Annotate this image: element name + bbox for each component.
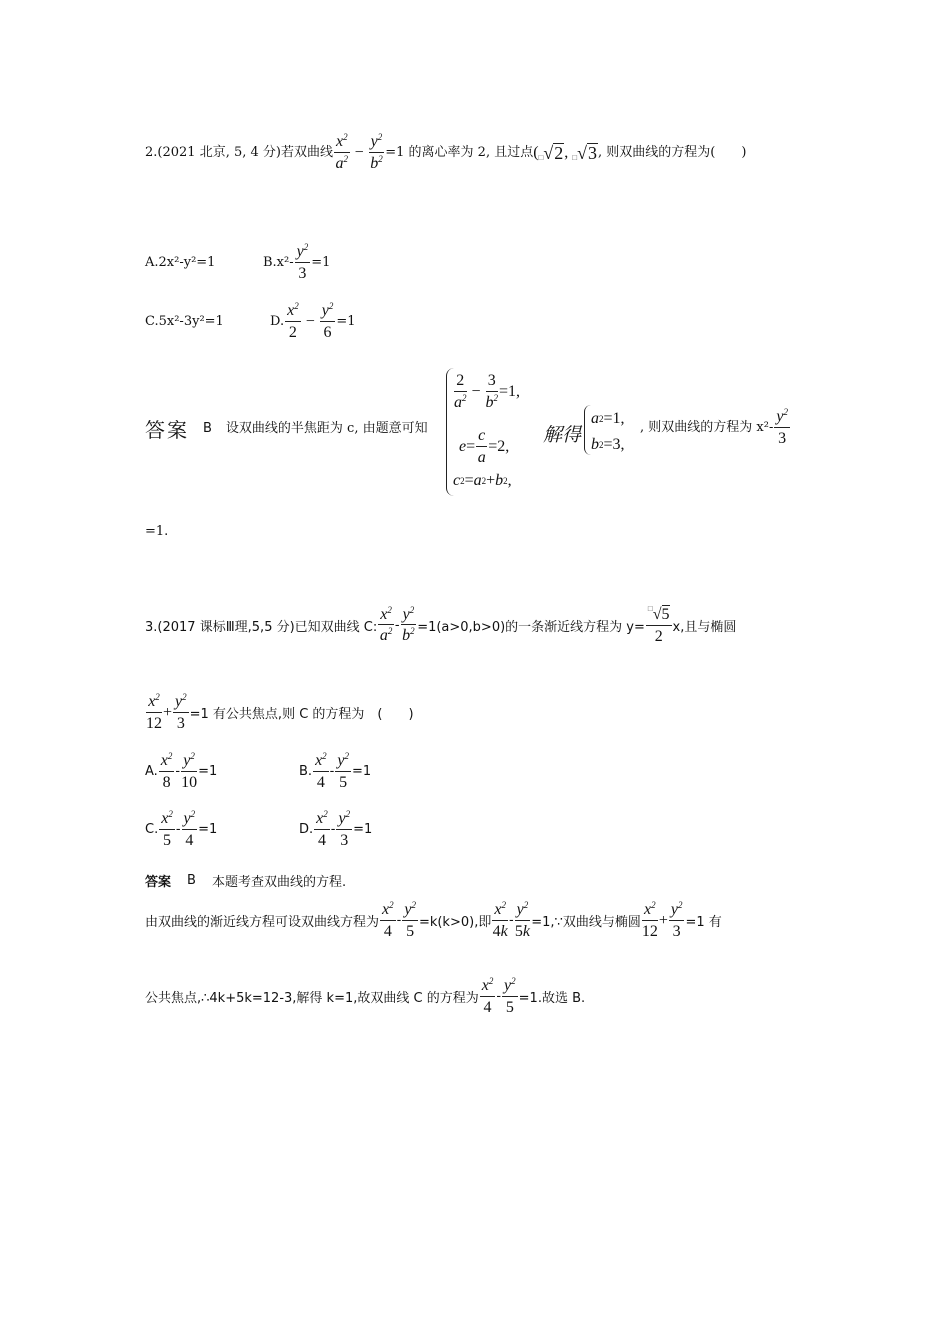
q2-number: 2. [145,145,158,161]
q3-solution-text: 公共焦点,∴4k+5k=12-3,解得 k=1,故双曲线 C 的方程为 [145,991,479,1007]
fraction: $\frac{y^2}{3}$ [776,407,788,447]
q2-stem-text1: 若双曲线 [280,145,333,161]
q2-option-d-prefix: D. [270,314,285,330]
q3-stem-line2: $\frac{x^2}{12}$ + $\frac{y^2}{3}$ =1 有公共焦点,则 C 的方程为 ( ) [146,692,414,732]
q2-stem-text2: =1 的离心率为 2, 且过点 [385,145,534,161]
q3-solution-line1: 由双曲线的渐近线方程可设双曲线方程为 $\frac{x^2}{4}$ - $\frac{y^2}{5}$ =k(k>0),即 $\frac{x^2}{4k}$ - $\frac{y^2}{5k}$ =1,∵双曲线与椭圆 $\frac{x^2}{12}$ + $\frac{y^2}{3}$ =1 有 [145,900,722,940]
fraction: $\frac{x^2}{a^2}$ [379,604,393,645]
q3-option-row-2 [145,810,372,849]
q2-option-a: A.2x²-y²=1 [145,255,216,271]
q3-answer-line [145,871,346,890]
solution-b2: b 2 =3, [591,436,625,453]
q3-stem-end: x,且与椭圆 [672,619,737,635]
q2-solve-label [543,420,581,447]
q2-option-b-suffix: =1 [311,255,331,271]
q3-stem-mid: =1(a>0,b>0)的一条渐近线方程为 y= [417,619,645,635]
q3-solution-text: =1 有 [685,915,722,931]
q3-solution-text: =1.故选 B. [518,991,586,1007]
fraction: $\frac{y^2}{3}$ [296,242,309,282]
q2-answer-text2: , 则双曲线的方程为 x²- [640,420,774,436]
q2-answer-result [640,408,791,447]
fraction: $\frac{x^2}{2}$ [287,301,299,341]
fraction: $\frac{x^2}{12}$ [146,692,162,732]
q3-solution-text: =1,∵双曲线与椭圆 [531,915,641,931]
fraction: $\frac{y^2}{b^2}$ [402,604,415,645]
q2-option-row-1 [145,243,330,282]
q3-option-row-1 [145,752,371,791]
q2-answer-tail-text: =1. [145,524,169,539]
q2-answer-tail [145,525,168,538]
q3-option-d: D. $\frac{x^2}{4}$ - $\frac{y^2}{3}$ =1 [299,809,373,849]
q2-stem-text3: , 则双曲线的方程为( ) [598,145,747,161]
q3-option-a: A. $\frac{x^2}{8}$ - $\frac{y^2}{10}$ =1 [145,751,218,791]
q2-answer-label: 答案 [145,418,189,442]
q3-solution-line2: 公共焦点,∴4k+5k=12-3,解得 k=1,故双曲线 C 的方程为 $\frac{x^2}{4}$ - $\frac{y^2}{5}$ =1.故选 B. [145,976,586,1016]
q2-option-c: C.5x²-3y²=1 [145,314,224,330]
sqrt-3: □ √ 3 [572,143,598,164]
q3-stem-prefix: 3.(2017 课标Ⅲ理,5,5 分)已知双曲线 C: [145,619,378,635]
system-eq-3: c 2 = a 2 + b 2 , [453,472,512,489]
fraction: $\frac{y^2}{6}$ [321,301,334,341]
q2-option-row-2: C.5x²-3y²=1 D. $\frac{x^2}{2}$ − $\frac{y^2}{6}$ =1 [145,301,356,341]
q3-answer-label: 答案 [145,875,172,890]
q2-stem: 2. (2021 北京, 5, 4 分) 若双曲线 $\frac{x^2}{a^2}$ − $\frac{y^2}{b^2}$ =1 的离心率为 2, 且过点 ( □ √ 2 , □ √ 3 , 则双曲线的方程为( ) [145,132,747,172]
q2-option-d-suffix: =1 [336,314,356,330]
q2-answer-letter: B [203,421,212,436]
fraction: $\frac{y^2}{b^2}$ [370,132,383,172]
q3-answer-note: 本题考查双曲线的方程. [211,875,347,890]
q3-solution-text: =k(k>0),即 [418,915,492,931]
q3-stem-line1: 3.(2017 课标Ⅲ理,5,5 分)已知双曲线 C: $\frac{x^2}{a^2}$ - $\frac{y^2}{b^2}$ =1(a>0,b>0)的一条渐近线方程为 y= $\frac{^□√5}{2}$ x,且与椭圆 [145,604,737,645]
q2-answer-text1: 设双曲线的半焦距为 c, 由题意可知 [225,421,428,436]
system-eq-2: e = $\frac{c}{a}$ =2, [459,427,510,466]
q3-option-b: B. $\frac{x^2}{4}$ - $\frac{y^2}{5}$ =1 [299,751,372,791]
sqrt-2: □ √ 2 [538,143,564,164]
q2-option-b-prefix: B.x²- [263,255,294,271]
q2-source: (2021 北京, 5, 4 分) [157,145,281,161]
left-brace [584,405,591,455]
fraction: $\frac{x^2}{a^2}$ [335,132,349,172]
system-eq-1: $\frac{2}{a^2}$ − $\frac{3}{b^2}$ =1, [454,372,521,411]
q2-answer-solve: 解得 [543,425,582,446]
q3-solution-text: 由双曲线的渐近线方程可设双曲线方程为 [145,915,380,931]
q3-stem-line2-end: =1 有公共焦点,则 C 的方程为 ( ) [189,707,414,723]
q3-answer-letter: B [187,873,196,888]
fraction: $\frac{^□√5}{2}$ [647,604,670,645]
fraction: $\frac{y^2}{3}$ [175,692,187,732]
q2-answer-line [145,414,428,443]
q3-option-c: C. $\frac{x^2}{5}$ - $\frac{y^2}{4}$ =1 [145,809,218,849]
solution-a2: a 2 =1, [591,410,625,427]
